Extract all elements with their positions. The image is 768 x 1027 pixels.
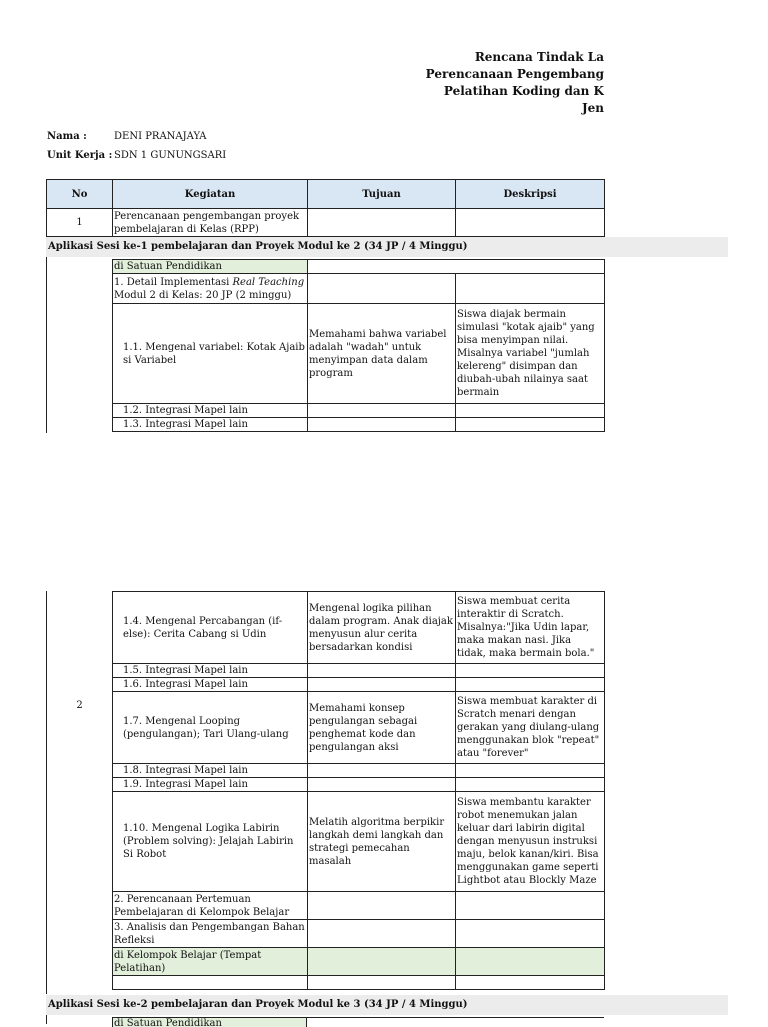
r14-kegiatan: 1.4. Mengenal Percabangan (if-else): Cerita Cabang si Udin: [113, 592, 308, 664]
r18-kegiatan: 1.8. Integrasi Mapel lain: [113, 764, 308, 778]
title-line-3: Pelatihan Koding dan K: [443, 84, 604, 98]
satuan-empty-cell: [308, 260, 605, 274]
r14-deskripsi: Siswa membuat cerita interaktir di Scratch. Misalnya:"Jika Udin lapar, maka makan nasi. Jika tidak, maka bermain bola.": [456, 592, 605, 664]
detail-suffix: Modul 2 di Kelas: 20 JP (2 minggu): [114, 289, 292, 301]
title-line-1: Rencana Tindak La: [474, 50, 604, 64]
empty-cell: [456, 404, 605, 418]
empty-cell: [308, 920, 456, 948]
table-row: [113, 664, 605, 678]
table-row: [113, 418, 605, 432]
title-line-2: Perencanaan Pengembang: [425, 67, 604, 81]
no-column-left-border-bottom: [46, 1015, 47, 1024]
satuan-pendidikan-cell: di Satuan Pendidikan: [113, 260, 308, 274]
r13-kegiatan: 1.3. Integrasi Mapel lain: [113, 418, 308, 432]
r110-kegiatan: 1.10. Mengenal Logika Labirin (Problem solving): Jelajah Labirin Si Robot: [113, 792, 308, 892]
empty-cell: [456, 678, 605, 692]
row1-no: 1: [47, 209, 113, 237]
empty-cell: [456, 892, 605, 920]
table-row: [113, 778, 605, 792]
table-row: [113, 592, 605, 664]
r19-kegiatan: 1.9. Integrasi Mapel lain: [113, 778, 308, 792]
table-row: [113, 260, 605, 274]
row1-tujuan: [308, 209, 456, 237]
detail-implementasi-cell: [113, 274, 308, 304]
unit-kerja-label: Unit Kerja :: [47, 150, 113, 161]
empty-cell: [113, 976, 308, 990]
section-band-2: Aplikasi Sesi ke-2 pembelajaran dan Proyek Modul ke 3 (34 JP / 4 Minggu): [46, 995, 728, 1015]
col-deskripsi-header: Deskripsi: [456, 180, 605, 209]
table-row: [113, 678, 605, 692]
document-header: [0, 0, 604, 120]
empty-cell: [308, 664, 456, 678]
empty-cell: [456, 778, 605, 792]
row1-deskripsi: [456, 209, 605, 237]
section-band-1: Aplikasi Sesi ke-1 pembelajaran dan Proyek Modul ke 2 (34 JP / 4 Minggu): [46, 237, 728, 257]
empty-cell: [456, 764, 605, 778]
col-kegiatan-header: Kegiatan: [113, 180, 308, 209]
col-tujuan-header: Tujuan: [308, 180, 456, 209]
empty-cell: [308, 892, 456, 920]
empty-cell: [456, 976, 605, 990]
nama-label: Nama :: [47, 131, 87, 142]
unit-kerja-value: SDN 1 GUNUNGSARI: [114, 150, 227, 161]
table-row: [113, 692, 605, 764]
table-row: [113, 404, 605, 418]
r15-kegiatan: 1.5. Integrasi Mapel lain: [113, 664, 308, 678]
r17-tujuan: Memahami konsep pengulangan sebagai penghemat kode dan pengulangan aksi: [308, 692, 456, 764]
empty-cell: [308, 404, 456, 418]
r11-deskripsi: Siswa diajak bermain simulasi "kotak ajaib" yang bisa menyimpan nilai. Misalnya variabel "jumlah kelereng" disimpan dan diubah-ubah nilainya saat bermain: [456, 304, 605, 404]
table-row: [113, 764, 605, 778]
no-column-left-border-page2: [46, 591, 47, 994]
table-row: [113, 892, 605, 920]
satuan-pendidikan-partial: di Satuan Pendidikan: [112, 1017, 307, 1027]
r16-kegiatan: 1.6. Integrasi Mapel lain: [113, 678, 308, 692]
r110-deskripsi: Siswa membantu karakter robot menemukan jalan keluar dari labirin digital dengan menyusun instruksi maju, belok kanan/kiri. Bisa menggunakan game seperti Lightbot atau Blockly Maze: [456, 792, 605, 892]
empty-cell: [456, 418, 605, 432]
col-no-header: No: [47, 180, 113, 209]
r3-kegiatan: 3. Analisis dan Pengembangan Bahan Refleksi: [113, 920, 308, 948]
table-row: [113, 274, 605, 304]
empty-cell: [308, 274, 456, 304]
table-row: [113, 976, 605, 990]
empty-cell: [456, 274, 605, 304]
table-page2: [112, 591, 605, 990]
empty-cell: [308, 418, 456, 432]
nama-value: DENI PRANAJAYA: [114, 131, 207, 142]
table-header: [46, 179, 605, 237]
no-column-left-border: [46, 257, 47, 433]
empty-cell: [456, 920, 605, 948]
empty-cell: [308, 678, 456, 692]
empty-cell: [308, 764, 456, 778]
r17-kegiatan: 1.7. Mengenal Looping (pengulangan); Tari Ulang-ulang: [113, 692, 308, 764]
r12-kegiatan: 1.2. Integrasi Mapel lain: [113, 404, 308, 418]
table-row: [113, 948, 605, 976]
r11-kegiatan: 1.1. Mengenal variabel: Kotak Ajaib si Variabel: [113, 304, 308, 404]
r17-deskripsi: Siswa membuat karakter di Scratch menari dengan gerakan yang diulang-ulang menggunakan blok "repeat" atau "forever": [456, 692, 605, 764]
r11-tujuan: Memahami bahwa variabel adalah "wadah" untuk menyimpan data dalam program: [308, 304, 456, 404]
kelompok-belajar-cell: di Kelompok Belajar (Tempat Pelatihan): [113, 948, 308, 976]
row2-no: 2: [76, 700, 83, 711]
empty-cell: [308, 778, 456, 792]
title-line-4: Jen: [581, 101, 604, 115]
table-row: [47, 209, 605, 237]
table-row: [113, 920, 605, 948]
green-empty-cell: [308, 948, 456, 976]
empty-cell: [456, 664, 605, 678]
green-empty-cell: [456, 948, 605, 976]
table-row: [113, 304, 605, 404]
r2-kegiatan: 2. Perencanaan Pertemuan Pembelajaran di Kelompok Belajar: [113, 892, 308, 920]
bottom-row-top-border: [307, 1017, 604, 1018]
row1-kegiatan: Perencanaan pengembangan proyek pembelajaran di Kelas (RPP): [113, 209, 308, 237]
detail-italic: Real Teaching: [232, 276, 305, 288]
table-page1: [112, 259, 605, 432]
table-row: [113, 792, 605, 892]
empty-cell: [308, 976, 456, 990]
detail-prefix: 1. Detail Implementasi: [114, 276, 233, 288]
r110-tujuan: Melatih algoritma berpikir langkah demi langkah dan strategi pemecahan masalah: [308, 792, 456, 892]
r14-tujuan: Mengenal logika pilihan dalam program. Anak diajak menyusun alur cerita bersadarkan kondisi: [308, 592, 456, 664]
